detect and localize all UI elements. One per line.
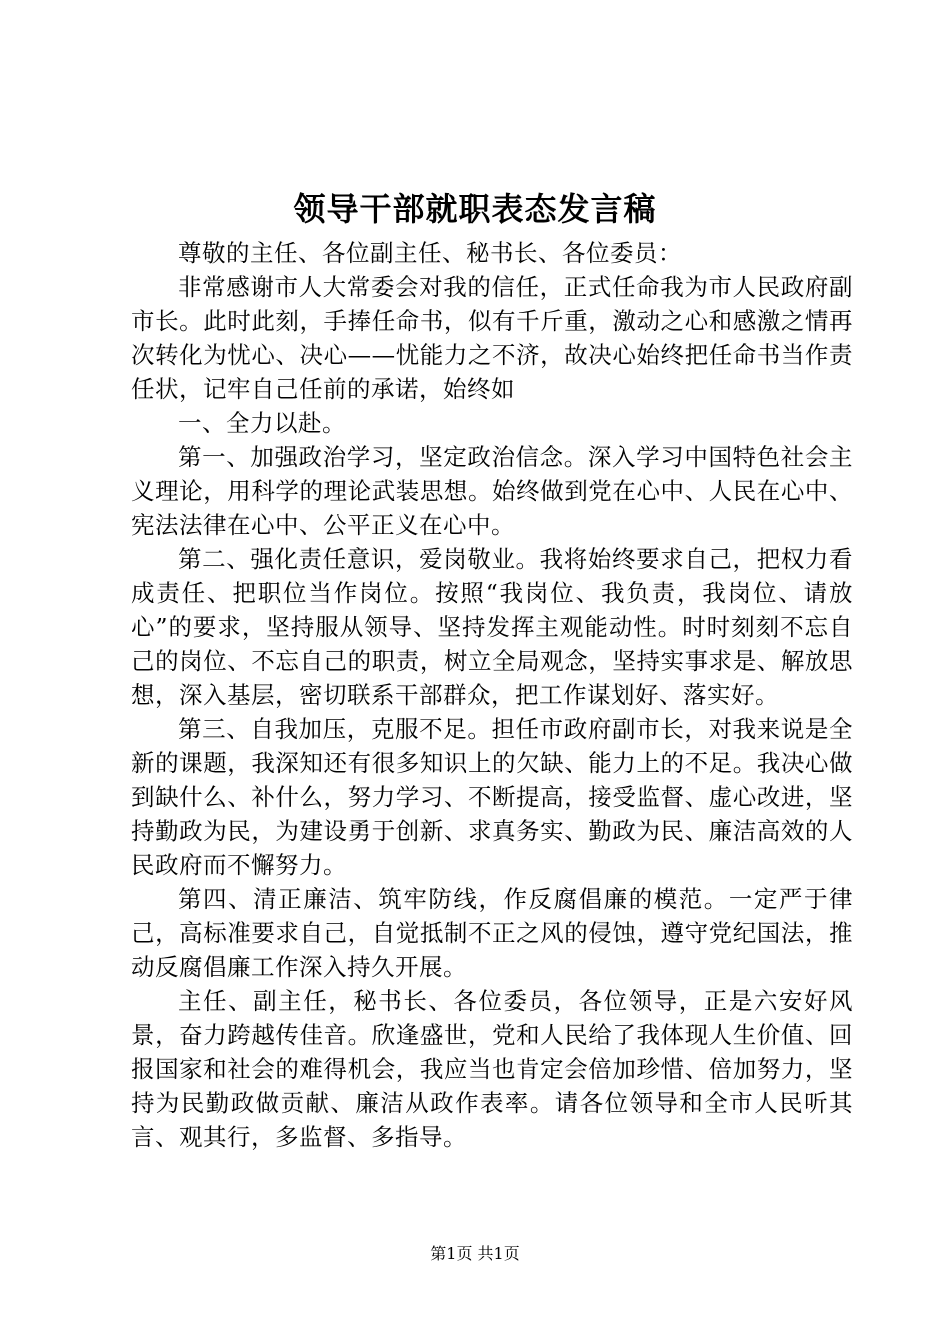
- document-body: [131, 236, 853, 1154]
- paragraph-point-four: 第四、清正廉洁、筑牢防线，作反腐倡廉的模范。一定严于律己，高标准要求自己，自觉抵制不正之风的侵蚀，遵守党纪国法，推动反腐倡廉工作深入持久开展。: [131, 885, 853, 981]
- paragraph-thanks: 非常感谢市人大常委会对我的信任，正式任命我为市人民政府副市长。此时此刻，手捧任命书，似有千斤重，激动之心和感激之情再次转化为忧心、决心——忧能力之不济，故决心始终把任命书当作责任状，记牢自己任前的承诺，始终如: [131, 273, 853, 403]
- document-title: 领导干部就职表态发言稿: [293, 190, 657, 228]
- paragraph-point-two: 第二、强化责任意识，爱岗敬业。我将始终要求自己，把权力看成责任、把职位当作岗位。按照“我岗位、我负责，我岗位、请放心”的要求，坚持服从领导、坚持发挥主观能动性。时时刻刻不忘自己的岗位、不忘自己的职责，树立全局观念，坚持实事求是、解放思想，深入基层，密切联系干部群众，把工作谋划好、落实好。: [131, 545, 853, 709]
- paragraph-closing: 主任、副主任，秘书长、各位委员，各位领导，正是六安好风景，奋力跨越传佳音。欣逢盛世，党和人民给了我体现人生价值、回报国家和社会的难得机会，我应当也肯定会倍加珍惜、倍加努力，坚持为民勤政做贡献、廉洁从政作表率。请各位领导和全市人民听其言、观其行，多监督、多指导。: [131, 987, 853, 1151]
- paragraph-point-one: 第一、加强政治学习，坚定政治信念。深入学习中国特色社会主义理论，用科学的理论武装思想。始终做到党在心中、人民在心中、宪法法律在心中、公平正义在心中。: [131, 443, 853, 539]
- paragraph-salutation: 尊敬的主任、各位副主任、秘书长、各位委员：: [178, 239, 682, 267]
- page-number-footer: 第1页 共1页: [430, 1244, 520, 1263]
- paragraph-point-three: 第三、自我加压，克服不足。担任市政府副市长，对我来说是全新的课题，我深知还有很多知识上的欠缺、能力上的不足。我决心做到缺什么、补什么，努力学习、不断提高，接受监督、虚心改进，坚持勤政为民，为建设勇于创新、求真务实、勤政为民、廉洁高效的人民政府而不懈努力。: [131, 715, 853, 879]
- paragraph-commitment: 一、全力以赴。: [178, 409, 346, 437]
